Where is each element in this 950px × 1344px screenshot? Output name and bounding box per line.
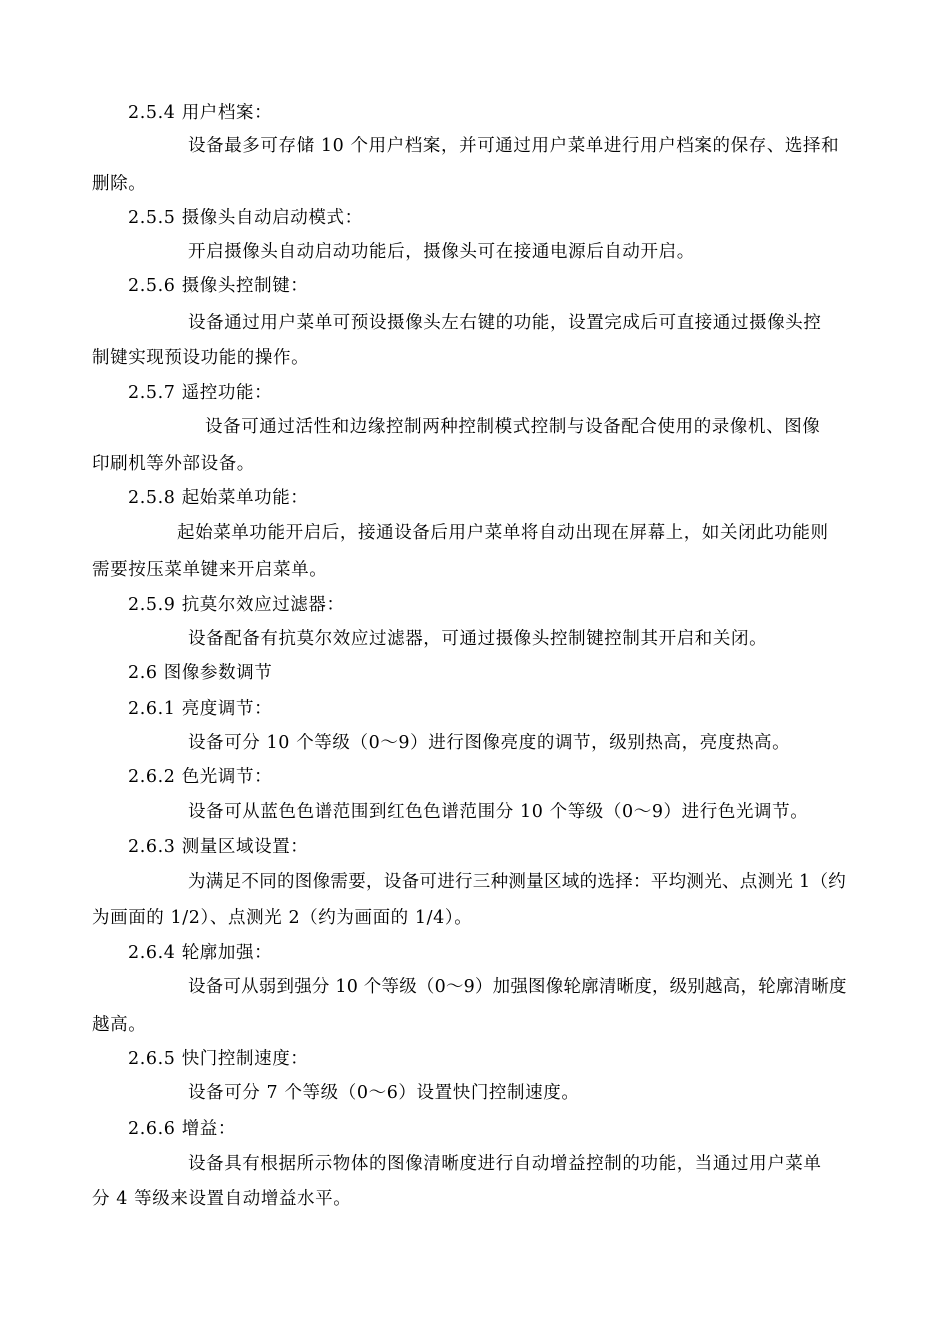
paragraph-line: 删除。 (92, 174, 147, 194)
paragraph-line: 设备可从蓝色色谱范围到红色色谱范围分 10 个等级（0～9）进行色光调节。 (188, 802, 809, 822)
paragraph-line: 为满足不同的图像需要，设备可进行三种测量区域的选择：平均测光、点测光 1（约 (188, 872, 847, 892)
section-heading: 2.5.5 摄像头自动启动模式： (128, 208, 363, 228)
section-heading: 2.5.4 用户档案： (128, 103, 273, 123)
paragraph-line: 设备可从弱到强分 10 个等级（0～9）加强图像轮廓清晰度，级别越高，轮廓清晰度 (188, 977, 847, 997)
paragraph-line: 为画面的 1/2）、点测光 2（约为画面的 1/4）。 (92, 908, 473, 928)
section-heading: 2.6 图像参数调节 (128, 663, 273, 683)
paragraph-line: 设备最多可存储 10 个用户档案，并可通过用户菜单进行用户档案的保存、选择和 (188, 136, 840, 156)
paragraph-line: 起始菜单功能开启后，接通设备后用户菜单将自动出现在屏幕上，如关闭此功能则 (177, 523, 829, 543)
section-heading: 2.6.1 亮度调节： (128, 699, 273, 719)
paragraph-line: 印刷机等外部设备。 (92, 454, 255, 474)
paragraph-line: 设备可分 10 个等级（0～9）进行图像亮度的调节，级别热高，亮度热高。 (188, 733, 791, 753)
section-heading: 2.5.8 起始菜单功能： (128, 488, 309, 508)
paragraph-line: 设备配备有抗莫尔效应过滤器，可通过摄像头控制键控制其开启和关闭。 (188, 629, 768, 649)
paragraph-line: 设备可通过活性和边缘控制两种控制模式控制与设备配合使用的录像机、图像 (205, 417, 821, 437)
section-heading: 2.6.5 快门控制速度： (128, 1049, 309, 1069)
paragraph-line: 设备通过用户菜单可预设摄像头左右键的功能，设置完成后可直接通过摄像头控 (188, 313, 822, 333)
section-heading: 2.6.2 色光调节： (128, 767, 273, 787)
paragraph-line: 设备可分 7 个等级（0～6）设置快门控制速度。 (188, 1083, 580, 1103)
section-heading: 2.5.9 抗莫尔效应过滤器： (128, 595, 345, 615)
section-heading: 2.6.4 轮廓加强： (128, 943, 273, 963)
section-heading: 2.5.6 摄像头控制键： (128, 276, 309, 296)
section-heading: 2.6.6 增益： (128, 1119, 236, 1139)
paragraph-line: 分 4 等级来设置自动增益水平。 (92, 1189, 352, 1209)
section-heading: 2.6.3 测量区域设置： (128, 837, 309, 857)
paragraph-line: 设备具有根据所示物体的图像清晰度进行自动增益控制的功能，当通过用户菜单 (188, 1154, 822, 1174)
section-heading: 2.5.7 遥控功能： (128, 383, 273, 403)
paragraph-line: 制键实现预设功能的操作。 (92, 348, 310, 368)
paragraph-line: 越高。 (92, 1015, 147, 1035)
paragraph-line: 开启摄像头自动启动功能后，摄像头可在接通电源后自动开启。 (188, 242, 695, 262)
paragraph-line: 需要按压菜单键来开启菜单。 (92, 560, 328, 580)
